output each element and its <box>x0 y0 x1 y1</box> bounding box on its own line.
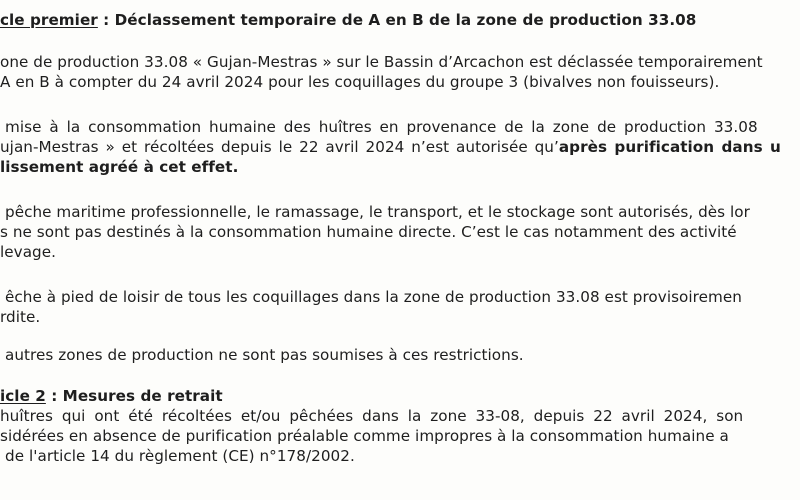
article-1-paragraph-5-line-1: autres zones de production ne sont pas soumises à ces restrictions. <box>5 346 524 364</box>
article-1-paragraph-2-line-2 <box>0 137 781 157</box>
article-1-paragraph-2-line-3: lissement agréé à cet effet. <box>0 158 239 176</box>
article-1-paragraph-3-line-3: levage. <box>0 243 57 261</box>
article-1-paragraph-1-line-2: A en B à compter du 24 avril 2024 pour les coquillages du groupe 3 (bivalves non fouisseurs). <box>0 73 720 91</box>
article-1-paragraph-4-line-2: rdite. <box>0 308 41 326</box>
article-2-title: : Mesures de retrait <box>45 387 223 405</box>
article-2-heading <box>0 386 223 406</box>
article-1-paragraph-4-line-1: êche à pied de loisir de tous les coquillages dans la zone de production 33.08 est provisoiremen <box>5 288 742 306</box>
article-1-label: cle premier <box>0 11 98 29</box>
article-1-heading <box>0 10 696 30</box>
article-2-label: icle 2 <box>0 387 46 405</box>
article-1-title: : Déclassement temporaire de A en B de la zone de production 33.08 <box>97 11 697 29</box>
article-1-paragraph-3-line-2: s ne sont pas destinés à la consommation humaine directe. C’est le cas notamment des activité <box>0 223 737 241</box>
article-2-paragraph-1-line-1: huîtres qui ont été récoltées et/ou pêchées dans la zone 33-08, depuis 22 avril 2024, son <box>0 407 744 425</box>
article-2-paragraph-1-line-3: de l'article 14 du règlement (CE) n°178/2002. <box>5 447 355 465</box>
article-1-paragraph-2-line-1: mise à la consommation humaine des huîtres en provenance de la zone de production 33.08 <box>5 118 758 136</box>
paragraph-2-bold-text: après purification dans u <box>558 138 781 156</box>
paragraph-2-regular-text: ujan-Mestras » et récoltées depuis le 22 avril 2024 n’est autorisée qu’ <box>0 138 559 156</box>
article-1-paragraph-3-line-1: pêche maritime professionnelle, le ramassage, le transport, et le stockage sont autorisés, dès lor <box>5 203 750 221</box>
article-2-paragraph-1-line-2: sidérées en absence de purification préalable comme impropres à la consommation humaine a <box>0 427 729 445</box>
article-1-paragraph-1-line-1: one de production 33.08 « Gujan-Mestras » sur le Bassin d’Arcachon est déclassée temporairement <box>0 53 763 71</box>
